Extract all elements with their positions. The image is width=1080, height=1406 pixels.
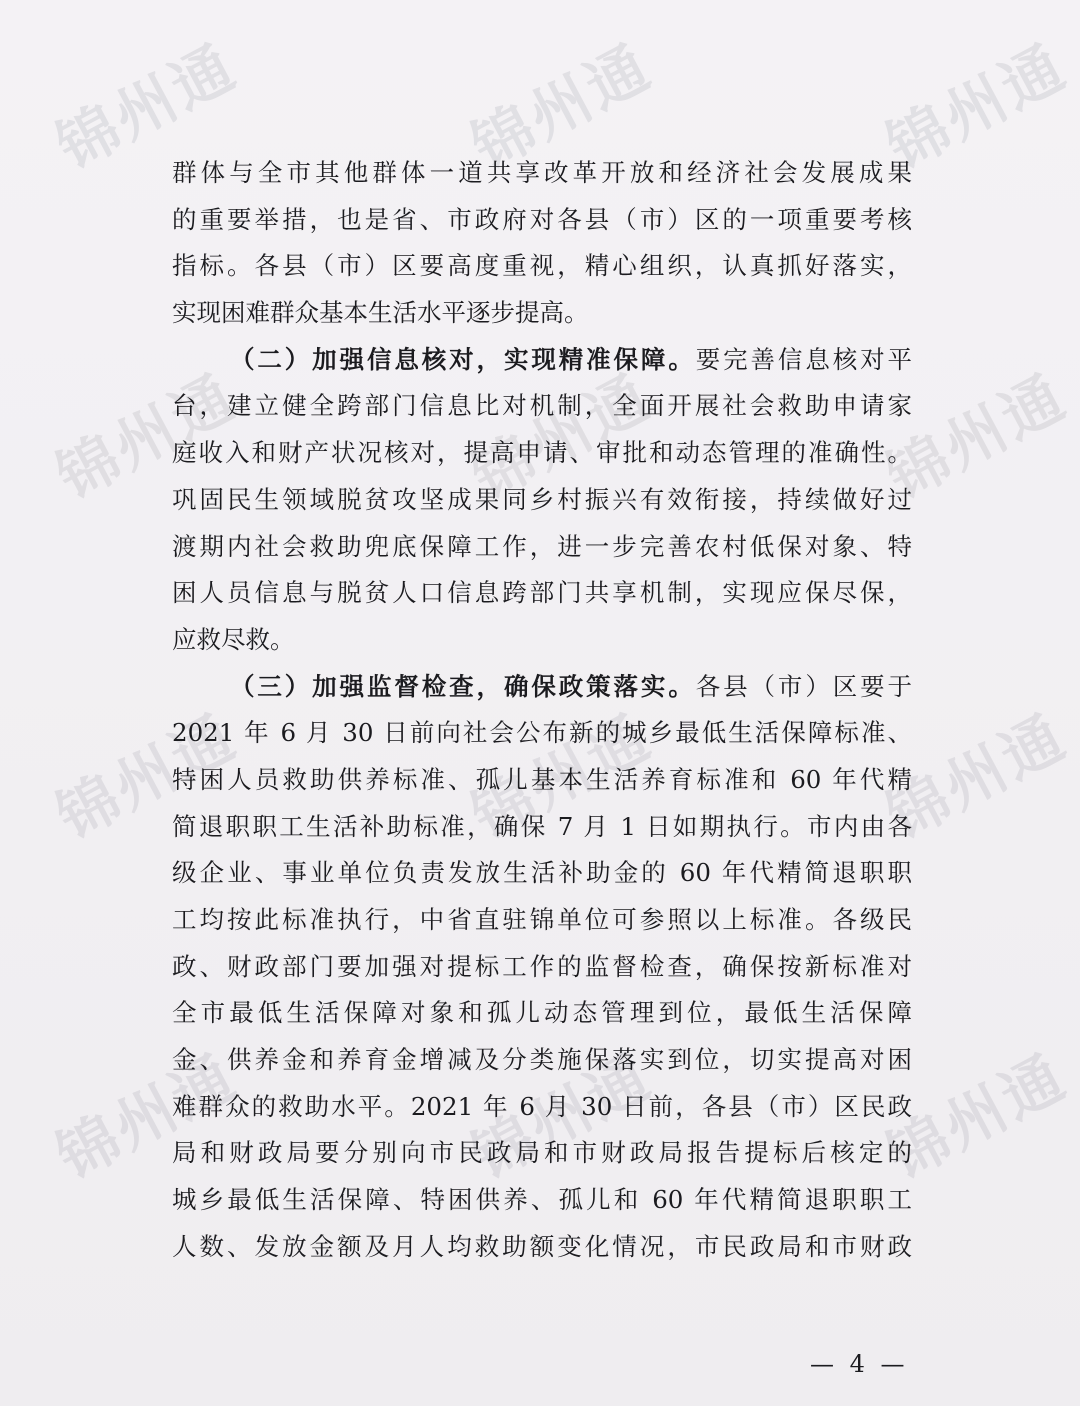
text-line — [172, 337, 912, 384]
watermark: 锦州通 — [461, 701, 664, 854]
section-heading: （三）加强监督检查，确保政策落实。 — [230, 671, 696, 701]
text-run: 要完善信息核对平 — [695, 344, 912, 374]
text-line: 群体与全市其他群体一道共享改革开放和经济社会发展成果 — [172, 158, 912, 187]
watermark: 锦州通 — [46, 361, 249, 514]
text-line: 巩固民生领域脱贫攻坚成果同乡村振兴有效衔接，持续做好过 — [172, 484, 912, 514]
text-line: 指标。各县（市）区要高度重视，精心组织，认真抓好落实， — [172, 251, 912, 281]
text-line: 实现困难群众基本生活水平逐步提高。 — [172, 298, 589, 328]
paragraph-2 — [172, 337, 912, 664]
text-line: 局和财政局要分别向市民政局和市财政局报告提标后核定的 — [172, 1138, 912, 1168]
page-number: — 4 — — [810, 1350, 909, 1378]
watermark: 锦州通 — [461, 31, 664, 184]
text-line: 的重要举措，也是省、市政府对各县（市）区的一项重要考核 — [172, 204, 912, 234]
text-line: 应救尽救。 — [172, 624, 295, 654]
watermark: 锦州通 — [46, 1041, 249, 1194]
watermark: 锦州通 — [876, 701, 1079, 854]
text-line: 难群众的救助水平。2021 年 6 月 30 日前，各县（市）区民政 — [172, 1091, 912, 1121]
text-line: 工均按此标准执行，中省直驻锦单位可参照以上标准。各级民 — [172, 905, 912, 934]
watermark: 锦州通 — [461, 361, 664, 514]
text-line: 人数、发放金额及月人均救助额变化情况，市民政局和市财政 — [172, 1231, 912, 1261]
watermark: 锦州通 — [461, 1041, 664, 1194]
text-line: 全市最低生活保障对象和孤儿动态管理到位，最低生活保障 — [172, 998, 912, 1028]
text-line: 特困人员救助供养标准、孤儿基本生活养育标准和 60 年代精 — [172, 764, 912, 794]
text-line: 困人员信息与脱贫人口信息跨部门共享机制，实现应保尽保， — [172, 578, 912, 608]
section-heading: （二）加强信息核对，实现精准保障。 — [230, 344, 696, 374]
watermark: 锦州通 — [46, 31, 249, 184]
watermark: 锦州通 — [46, 701, 249, 854]
text-line: 政、财政部门要加强对提标工作的监督检查，确保按新标准对 — [172, 951, 912, 981]
paragraph-3 — [172, 664, 912, 1271]
text-line — [172, 664, 912, 711]
text-line: 2021 年 6 月 30 日前向社会公布新的城乡最低生活保障标准、 — [172, 718, 912, 748]
text-line: 台，建立健全跨部门信息比对机制，全面开展社会救助申请家 — [172, 391, 912, 421]
text-line: 简退职职工生活补助标准，确保 7 月 1 日如期执行。市内由各 — [172, 811, 912, 841]
watermark: 锦州通 — [876, 1041, 1079, 1194]
text-run: 各县（市）区要于 — [695, 671, 912, 701]
text-line: 庭收入和财产状况核对，提高申请、审批和动态管理的准确性。 — [172, 438, 912, 468]
text-line: 级企业、事业单位负责发放生活补助金的 60 年代精简退职职 — [172, 858, 912, 888]
watermark: 锦州通 — [876, 361, 1079, 514]
watermark: 锦州通 — [876, 31, 1079, 184]
document-body — [172, 150, 912, 1271]
text-line: 渡期内社会救助兜底保障工作，进一步完善农村低保对象、特 — [172, 531, 912, 561]
paragraph-1 — [172, 150, 912, 337]
text-line: 金、供养金和养育金增减及分类施保落实到位，切实提高对困 — [172, 1045, 912, 1075]
text-line: 城乡最低生活保障、特困供养、孤儿和 60 年代精简退职职工 — [172, 1185, 912, 1215]
